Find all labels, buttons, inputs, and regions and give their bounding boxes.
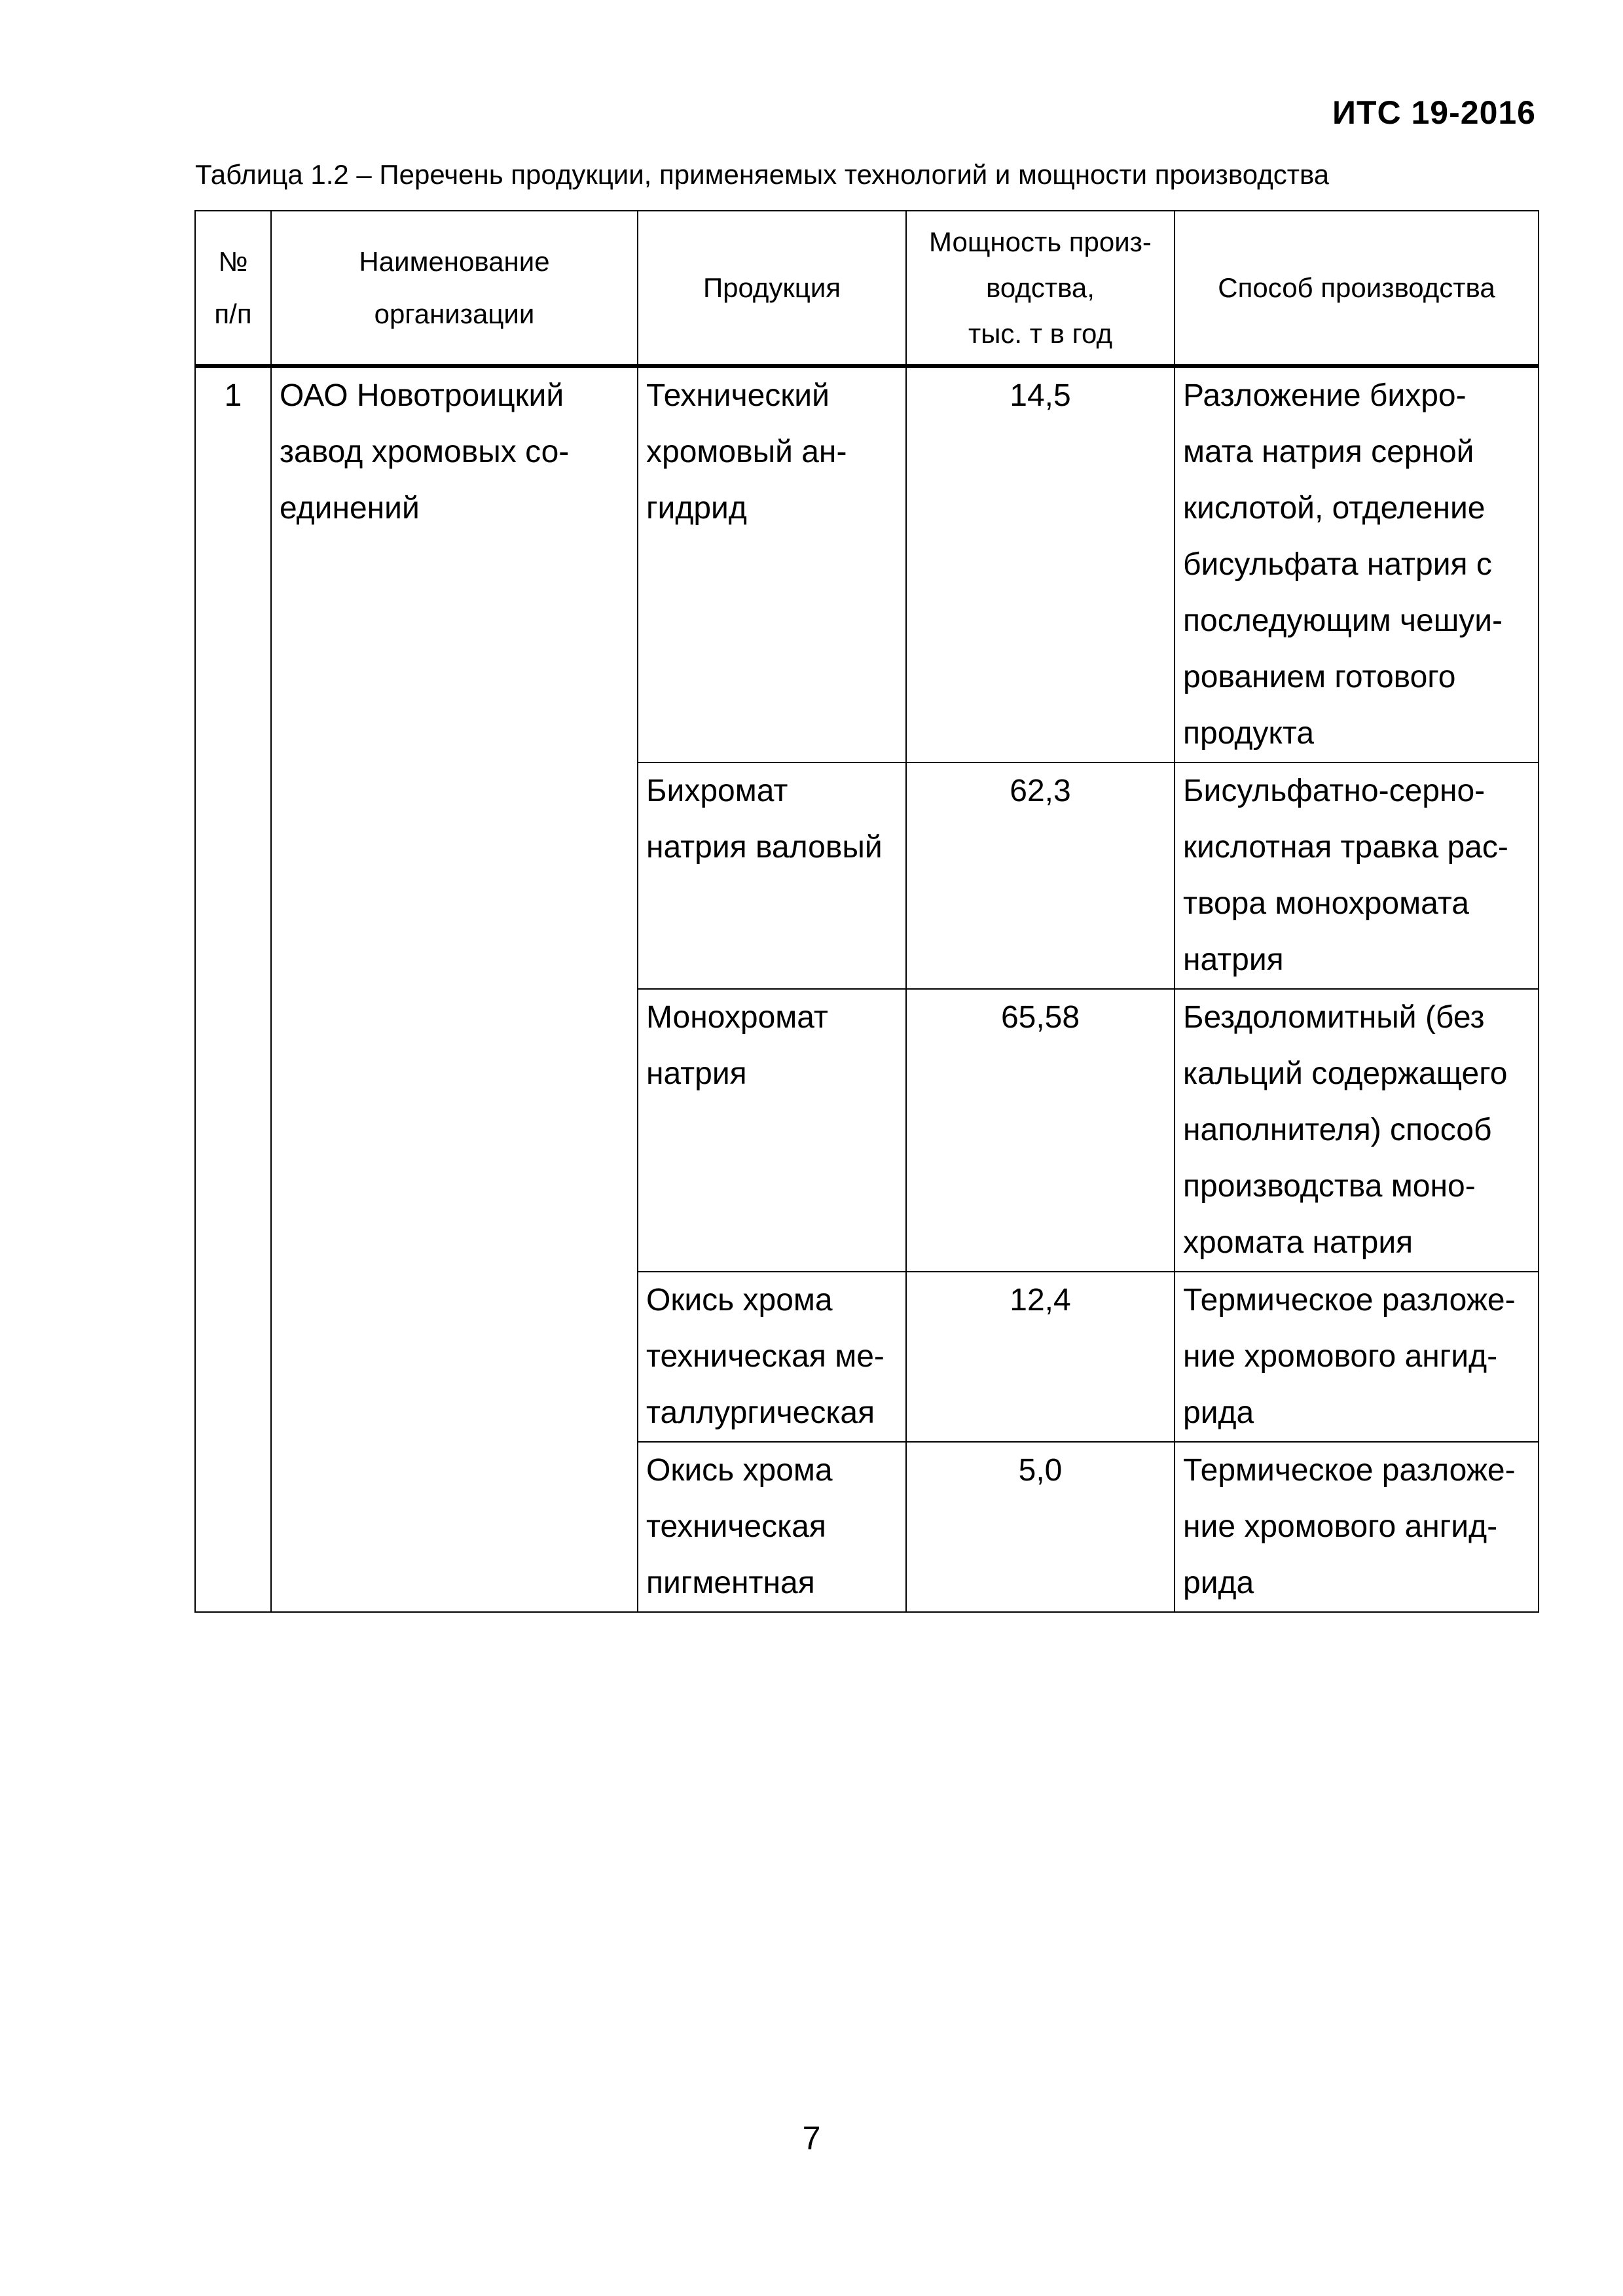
header-method [1175, 211, 1539, 366]
row-number-cell [195, 366, 271, 1612]
method-cell [1175, 1442, 1539, 1612]
method-line: мата натрия серной [1183, 435, 1474, 469]
product-line: таллургическая [646, 1395, 875, 1430]
method-cell [1175, 366, 1539, 762]
method-line: рида [1183, 1566, 1254, 1600]
capacity-cell [906, 762, 1175, 989]
product-cell [638, 762, 906, 989]
product-cell [638, 1272, 906, 1442]
table-header-row [195, 211, 1539, 366]
method-line: бисульфата натрия с [1183, 547, 1492, 582]
header-number-line: п/п [214, 298, 252, 329]
capacity-cell [906, 1442, 1175, 1612]
method-cell [1175, 762, 1539, 989]
method-line: рованием готового [1183, 660, 1456, 694]
capacity-cell [906, 366, 1175, 762]
header-organization [271, 211, 638, 366]
method-line: Бисульфатно-серно- [1183, 774, 1486, 808]
product-line: натрия [646, 1056, 747, 1091]
product-cell [638, 989, 906, 1272]
method-line: Термическое разложе- [1183, 1453, 1516, 1488]
method-cell [1175, 989, 1539, 1272]
product-line: Окись хрома [646, 1453, 833, 1488]
method-line: кальций содержащего [1183, 1056, 1508, 1091]
method-line: последующим чешуи- [1183, 603, 1503, 638]
capacity-value: 5,0 [1018, 1453, 1063, 1488]
product-line: Технический [646, 378, 830, 413]
product-line: техническая [646, 1509, 826, 1544]
header-method-line: Способ производства [1218, 272, 1495, 303]
document-code: ИТС 19-2016 [1332, 94, 1536, 131]
header-capacity-line: тыс. т в год [968, 317, 1112, 349]
product-line: Окись хрома [646, 1283, 833, 1318]
production-table [194, 210, 1539, 1613]
table-row [195, 366, 1539, 762]
method-line: кислотная травка рас- [1183, 830, 1508, 865]
header-capacity-line: водства, [986, 272, 1095, 303]
method-line: хромата натрия [1183, 1225, 1413, 1260]
header-number [195, 211, 271, 366]
method-line: производства моно- [1183, 1169, 1476, 1204]
method-line: кислотой, отделение [1183, 491, 1486, 526]
method-line: Термическое разложе- [1183, 1283, 1516, 1318]
method-line: ние хромового ангид- [1183, 1509, 1498, 1544]
method-line: твора монохромата [1183, 886, 1469, 921]
row-number: 1 [224, 378, 242, 413]
capacity-cell [906, 989, 1175, 1272]
product-line: пигментная [646, 1566, 815, 1600]
product-cell [638, 1442, 906, 1612]
product-line: Бихромат [646, 774, 788, 808]
capacity-value: 14,5 [1010, 378, 1071, 413]
organization-line: завод хромовых со- [280, 435, 570, 469]
header-capacity-line: Мощность произ- [929, 226, 1152, 257]
method-line: продукта [1183, 716, 1315, 751]
product-cell [638, 366, 906, 762]
organization-cell [271, 366, 638, 1612]
method-cell [1175, 1272, 1539, 1442]
page-number: 7 [802, 2120, 821, 2157]
header-organization-line: организации [374, 298, 535, 329]
method-line: Разложение бихро- [1183, 378, 1467, 413]
product-line: хромовый ан- [646, 435, 847, 469]
method-line: наполнителя) способ [1183, 1113, 1492, 1147]
header-number-line: № [218, 245, 248, 277]
header-product [638, 211, 906, 366]
table-caption: Таблица 1.2 – Перечень продукции, применяемых технологий и мощности производства [195, 159, 1330, 190]
method-line: рида [1183, 1395, 1254, 1430]
product-line: Монохромат [646, 1000, 828, 1035]
capacity-value: 62,3 [1010, 774, 1071, 808]
product-line: натрия валовый [646, 830, 883, 865]
method-line: ние хромового ангид- [1183, 1339, 1498, 1374]
method-line: Бездоломитный (без [1183, 1000, 1485, 1035]
method-line: натрия [1183, 942, 1284, 977]
product-line: техническая ме- [646, 1339, 884, 1374]
capacity-value: 65,58 [1000, 1000, 1080, 1035]
product-line: гидрид [646, 491, 747, 526]
capacity-value: 12,4 [1010, 1283, 1071, 1318]
header-product-line: Продукция [702, 272, 841, 303]
organization-line: единений [280, 491, 420, 526]
header-capacity [906, 211, 1175, 366]
header-organization-line: Наименование [359, 245, 550, 277]
capacity-cell [906, 1272, 1175, 1442]
organization-line: ОАО Новотроицкий [280, 378, 564, 413]
